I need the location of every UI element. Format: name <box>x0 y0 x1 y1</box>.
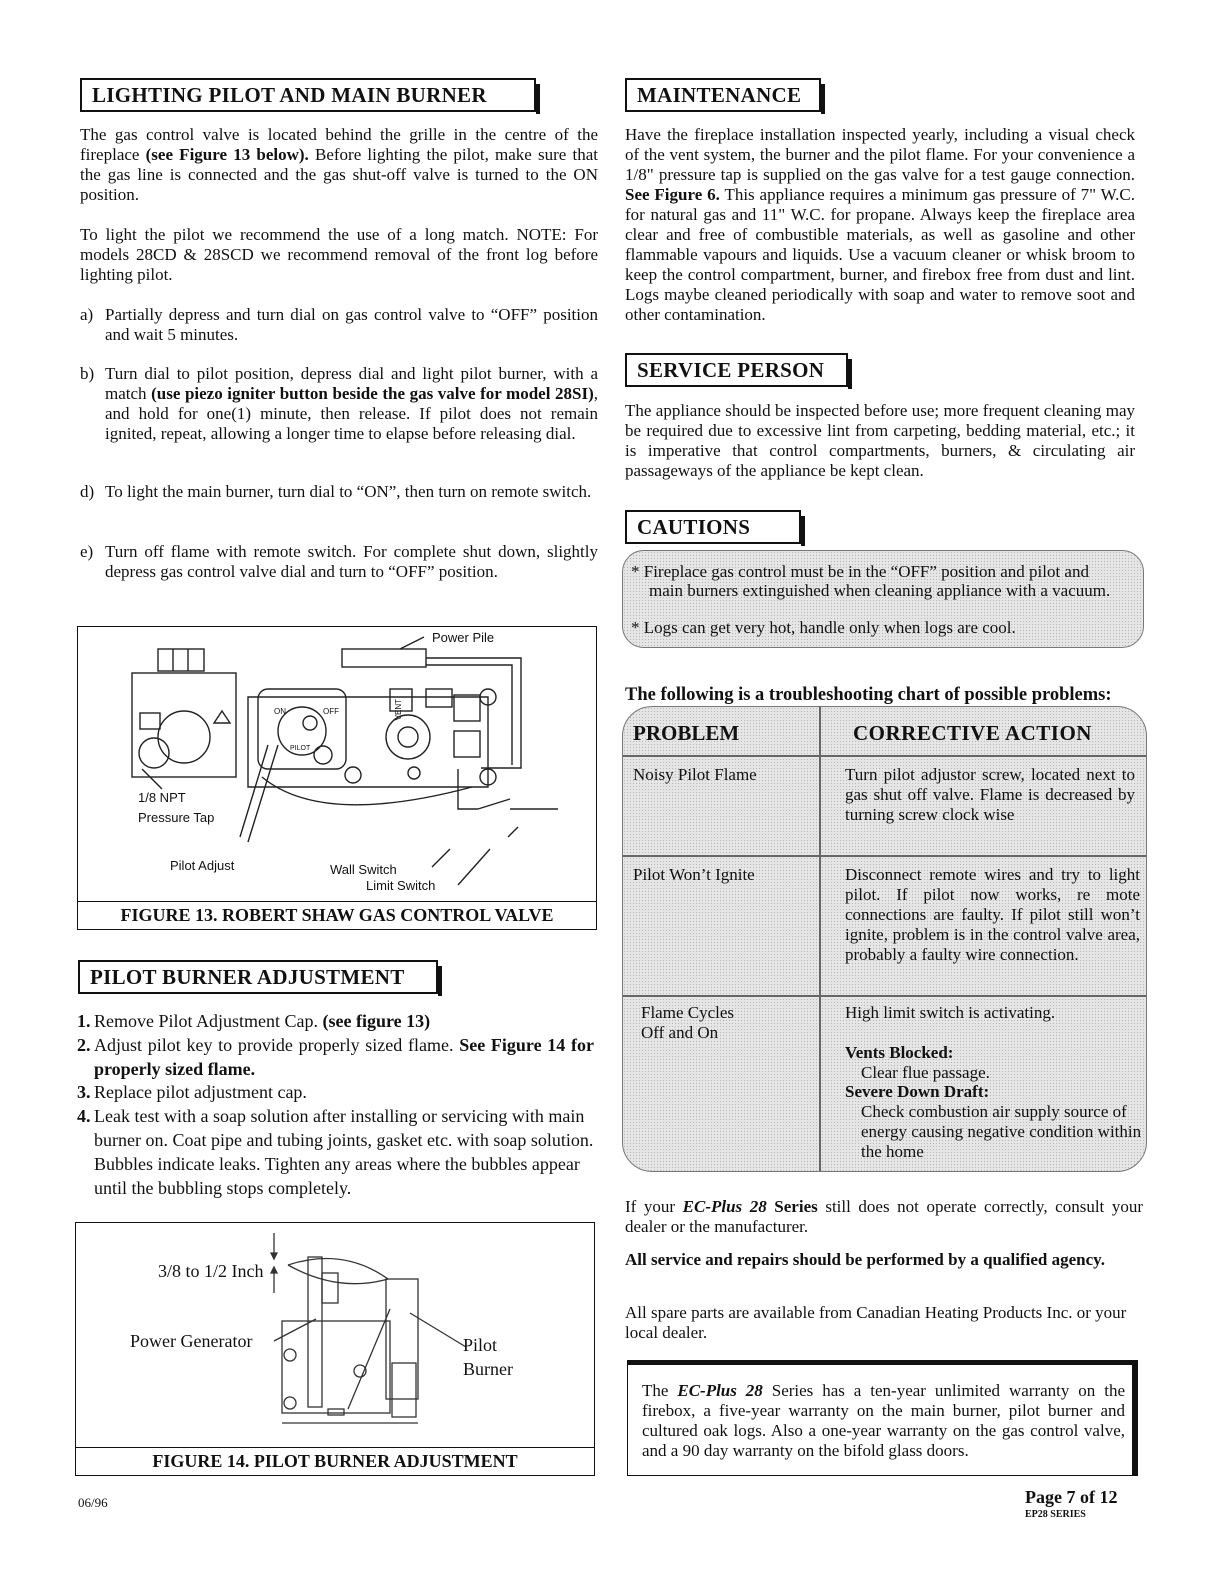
warranty-box <box>627 1360 1138 1476</box>
lighting-step-a: a) Partially depress and turn dial on gas control valve to “OFF” position and wait 5 minutes. <box>80 305 598 344</box>
on-marking: ON <box>274 707 286 716</box>
limit-switch-label: Limit Switch <box>366 878 436 893</box>
service-heading-text: SERVICE PERSON <box>637 358 825 382</box>
adjust-step-3: 3. Replace pilot adjustment cap. <box>77 1082 307 1102</box>
off-marking: OFF <box>323 707 339 716</box>
lighting-step-d: d) To light the main burner, turn dial to “ON”, then turn on remote switch. <box>80 482 592 501</box>
lighting-heading-text: LIGHTING PILOT AND MAIN BURNER <box>92 83 487 107</box>
action-row-3: High limit switch is activating. <box>845 1003 1056 1022</box>
troubleshooting-title: The following is a troubleshooting chart of possible problems: <box>625 685 1112 705</box>
troubleshooting-table <box>622 706 1147 1172</box>
figure-14-caption: FIGURE 14. PILOT BURNER ADJUSTMENT <box>76 1447 594 1475</box>
closing-service: All service and repairs should be performed by a qualified agency. <box>625 1250 1105 1269</box>
adjustment-heading-text: PILOT BURNER ADJUSTMENT <box>90 965 405 989</box>
power-pile-label: Power Pile <box>432 630 495 645</box>
adjust-step-4: 4. Leak test with a soap solution after installing or servicing with main burner on. Coat pipe and tubing joints, gasket etc. with soap solution. Bubbles indicate leaks. Tighten any areas where the bubbles appear until the bubbling stops completely. <box>77 1106 594 1198</box>
figure-13-caption: FIGURE 13. ROBERT SHAW GAS CONTROL VALVE <box>78 901 596 929</box>
adjustment-heading <box>78 960 438 994</box>
pilot-adjust-label: Pilot Adjust <box>170 858 235 873</box>
problem-row-1: Noisy Pilot Flame <box>633 765 757 784</box>
closing-parts: All spare parts are available from Canadian Heating Products Inc. or your local dealer. <box>625 1303 1127 1342</box>
cautions-box <box>622 550 1144 648</box>
gas-control-valve-diagram <box>78 627 595 899</box>
service-heading <box>625 353 848 387</box>
date-code: 06/96 <box>78 1495 108 1510</box>
npt-label: 1/8 NPT <box>138 790 186 805</box>
pilot-label: Pilot <box>463 1335 498 1355</box>
page-number: Page 7 of 12 <box>1025 1487 1118 1507</box>
lighting-step-e: e) Turn off flame with remote switch. For complete shut down, slightly depress gas control valve dial and turn to “OFF” position. <box>80 542 598 581</box>
figure-14 <box>75 1222 595 1476</box>
action-row-1: Turn pilot adjustor screw, located next to gas shut off valve. Flame is decreased by turning screw clock wise <box>845 765 1135 824</box>
lighting-intro-1: The gas control valve is located behind the grille in the centre of the fireplace (see Figure 13 below). Before lighting the pilot, make sure that the gas line is connected and the gas shut-off valve is turned to the ON position. <box>80 125 599 204</box>
cautions-heading <box>625 510 801 544</box>
problem-row-3: Flame Cycles Off and On <box>641 1003 735 1042</box>
action-row-3-vents-title: Vents Blocked: <box>845 1043 954 1062</box>
problem-row-2: Pilot Won’t Ignite <box>633 865 755 884</box>
pressure-tap-label: Pressure Tap <box>138 810 215 825</box>
lighting-intro-2: To light the pilot we recommend the use of a long match. NOTE: For models 28CD & 28SCD we recommend removal of the front log before lighting pilot. <box>80 225 598 284</box>
lighting-heading <box>80 78 536 112</box>
figure-13 <box>77 626 597 930</box>
warranty-text: The EC-Plus 28 Series has a ten-year unlimited warranty on the firebox, a five-year warranty on the main burner, pilot burner and cultured oak logs. Also a one-year warranty on the gas control valve, and a 90 day warranty on the bifold glass doors. <box>642 1381 1125 1460</box>
adjust-step-2: 2. Adjust pilot key to provide properly sized flame. See Figure 14 for properly sized flame. <box>77 1035 595 1079</box>
adjust-step-1: 1. Remove Pilot Adjustment Cap. (see figure 13) <box>77 1011 431 1031</box>
maintenance-text: Have the fireplace installation inspected yearly, including a visual check of the vent system, the burner and the pilot flame. For your convenience a 1/8" pressure tap is supplied on the gas valve for a test gauge connection. See Figure 6. This appliance requires a minimum gas pressure of 7" W.C. for natural gas and 11" W.C. for propane. Always keep the fireplace area clear and free of combustible materials, as well as gasoline and other flammable vapours and liquids. Use a vacuum cleaner or whisk broom to keep the control compartment, burner, and firebox free from dust and lint. Logs maybe cleaned periodically with soap and water to remove soot and other contamination. <box>625 125 1135 324</box>
closing-consult: If your EC-Plus 28 Series still does not operate correctly, consult your dealer or the manufacturer. <box>625 1197 1143 1236</box>
flame-height-label: 3/8 to 1/2 Inch <box>158 1261 264 1281</box>
burner-label: Burner <box>463 1359 513 1379</box>
maintenance-heading <box>625 78 821 112</box>
action-row-3-draft-title: Severe Down Draft: <box>845 1082 990 1101</box>
vent-marking: VENT <box>394 699 403 721</box>
col-action-header: CORRECTIVE ACTION <box>853 721 1092 745</box>
col-problem-header: PROBLEM <box>633 721 740 745</box>
lighting-step-b: b) Turn dial to pilot position, depress dial and light pilot burner, with a match (use piezo igniter button beside the gas valve for model 28SI), and hold for one(1) minute, then release. If pilot does not remain ignited, repeat, allowing a longer time to elapse before releasing dial. <box>80 364 598 443</box>
wall-switch-label: Wall Switch <box>330 862 397 877</box>
maintenance-heading-text: MAINTENANCE <box>637 83 802 107</box>
action-row-3-draft-text: Check combustion air supply source of energy causing negative condition within the home <box>861 1102 1142 1161</box>
cautions-heading-text: CAUTIONS <box>637 515 751 539</box>
pilot-marking: PILOT <box>290 745 311 752</box>
action-row-2: Disconnect remote wires and try to light pilot. If pilot now works, re mote connections are faulty. If pilot still won’t ignite, problem is in the control valve area, probably a faulty wire connection. <box>845 865 1140 964</box>
caution-item-1: * Fireplace gas control must be in the “OFF” position and pilot and main burners extinguished when cleaning appliance with a vacuum. <box>631 562 1111 600</box>
caution-item-2: * Logs can get very hot, handle only when logs are cool. <box>631 618 1016 637</box>
service-text: The appliance should be inspected before use; more frequent cleaning may be required due to excessive lint from carpeting, bedding material, etc.; it is imperative that control compartments, burners, & circulating air passageways of the appliance be kept clean. <box>625 401 1135 480</box>
action-row-3-vents-text: Clear flue passage. <box>861 1063 990 1082</box>
power-generator-label: Power Generator <box>130 1331 253 1351</box>
series-label: EP28 SERIES <box>1025 1509 1086 1520</box>
